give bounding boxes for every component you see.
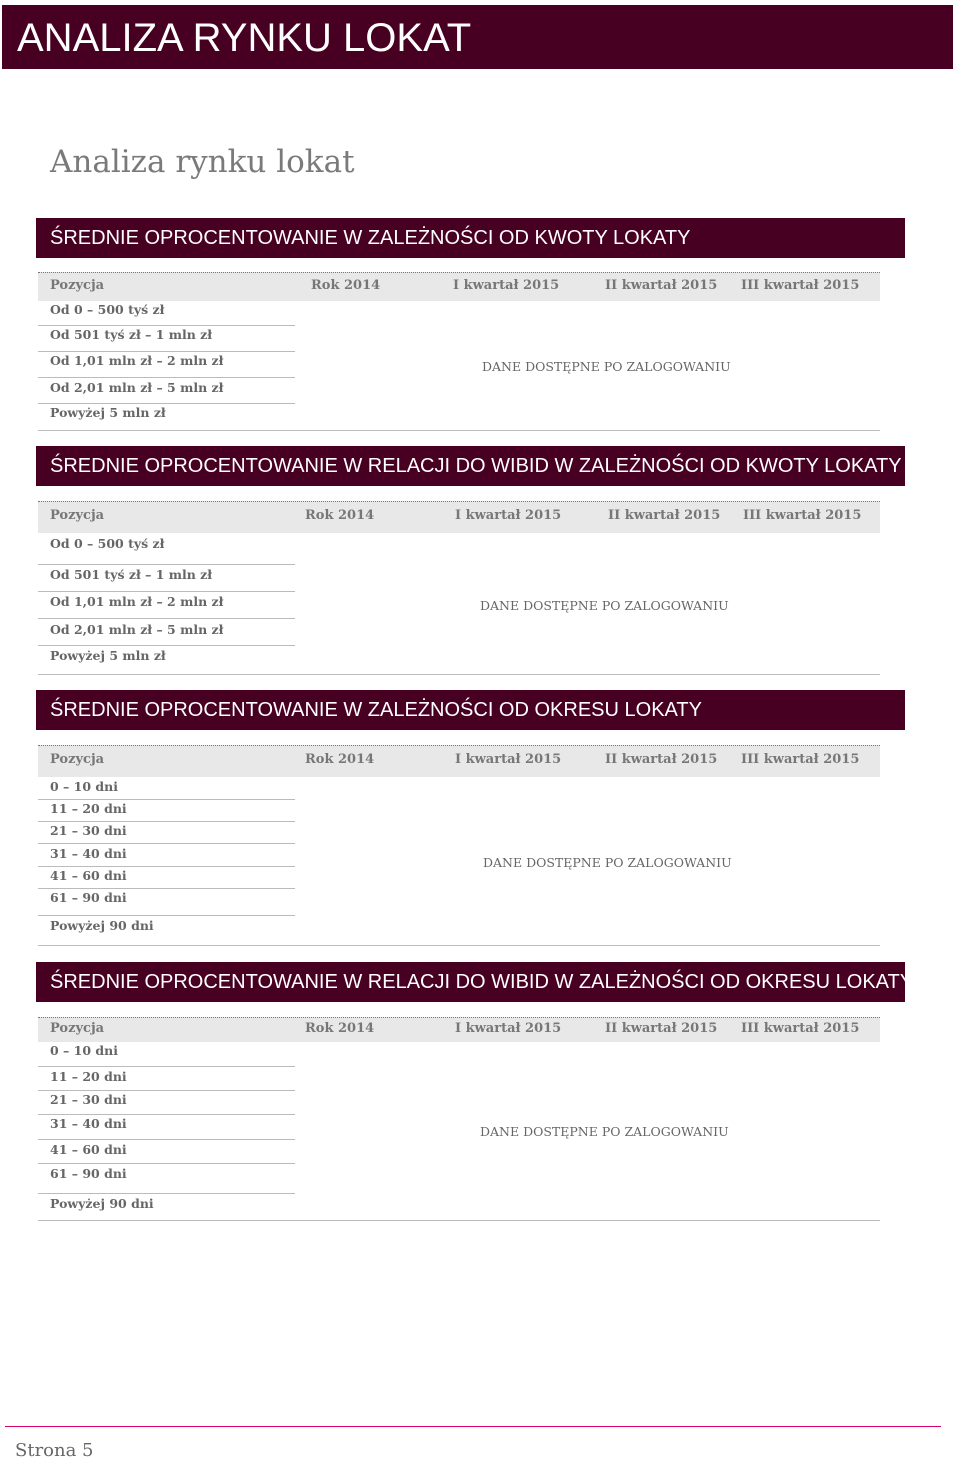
page-subtitle: Analiza rynku lokat xyxy=(50,144,355,180)
table-row-label: 31 – 40 dni xyxy=(50,846,127,861)
table-row-label: 21 – 30 dni xyxy=(50,1092,127,1107)
col-q2-2015: II kwartał 2015 xyxy=(605,1021,718,1036)
table-row-label: 31 – 40 dni xyxy=(50,1116,127,1131)
row-divider xyxy=(38,888,295,889)
col-q3-2015: III kwartał 2015 xyxy=(741,1021,860,1036)
table-row-label: 41 – 60 dni xyxy=(50,868,127,883)
row-divider xyxy=(38,1139,295,1140)
section-title: ŚREDNIE OPROCENTOWANIE W ZALEŻNOŚCI OD KWOTY LOKATY xyxy=(36,218,905,258)
top-banner xyxy=(2,5,953,69)
table-header xyxy=(38,1017,880,1042)
table-row-label: Od 1,01 mln zł – 2 mln zł xyxy=(50,594,224,609)
col-q2-2015: II kwartał 2015 xyxy=(605,278,718,293)
col-q3-2015: III kwartał 2015 xyxy=(743,508,862,523)
login-notice: DANE DOSTĘPNE PO ZALOGOWANIU xyxy=(483,855,732,870)
row-divider xyxy=(38,1193,295,1194)
row-divider xyxy=(38,843,295,844)
table-row-label: 11 – 20 dni xyxy=(50,1069,127,1084)
col-pozycja: Pozycja xyxy=(50,752,105,767)
table-header xyxy=(38,272,880,301)
login-notice: DANE DOSTĘPNE PO ZALOGOWANIU xyxy=(480,1124,729,1139)
banner-title: ANALIZA RYNKU LOKAT xyxy=(17,16,472,60)
col-rok-2014: Rok 2014 xyxy=(305,508,375,523)
table-row-label: Powyżej 90 dni xyxy=(50,1196,154,1211)
table-header xyxy=(38,501,880,533)
col-pozycja: Pozycja xyxy=(50,278,105,293)
table-row-label: Od 501 tyś zł – 1 mln zł xyxy=(50,567,213,582)
row-divider xyxy=(38,591,295,592)
table-bottom-line xyxy=(38,1220,880,1221)
page-number: Strona 5 xyxy=(15,1440,94,1461)
login-notice: DANE DOSTĘPNE PO ZALOGOWANIU xyxy=(482,359,731,374)
table-row-label: Od 0 – 500 tyś zł xyxy=(50,536,165,551)
col-q3-2015: III kwartał 2015 xyxy=(741,278,860,293)
table-bottom-line xyxy=(38,674,880,675)
table-row-label: 61 – 90 dni xyxy=(50,890,127,905)
table-row-label: Powyżej 90 dni xyxy=(50,918,154,933)
row-divider xyxy=(38,799,295,800)
table-row-label: Powyżej 5 mln zł xyxy=(50,405,166,420)
section-title: ŚREDNIE OPROCENTOWANIE W RELACJI DO WIBID W ZALEŻNOŚCI OD KWOTY LOKATY xyxy=(36,446,905,486)
col-q1-2015: I kwartał 2015 xyxy=(453,278,560,293)
col-q3-2015: III kwartał 2015 xyxy=(741,752,860,767)
col-q2-2015: II kwartał 2015 xyxy=(608,508,721,523)
row-divider xyxy=(38,1090,295,1091)
table-header xyxy=(38,745,880,777)
table-row-label: 0 – 10 dni xyxy=(50,1043,118,1058)
table-row-label: Od 1,01 mln zł – 2 mln zł xyxy=(50,353,224,368)
table-row-label: 21 – 30 dni xyxy=(50,823,127,838)
table-row-label: Powyżej 5 mln zł xyxy=(50,648,166,663)
table-row-label: Od 2,01 mln zł – 5 mln zł xyxy=(50,622,224,637)
col-q1-2015: I kwartał 2015 xyxy=(455,508,562,523)
row-divider xyxy=(38,915,295,916)
login-notice: DANE DOSTĘPNE PO ZALOGOWANIU xyxy=(480,598,729,613)
row-divider xyxy=(38,821,295,822)
row-divider xyxy=(38,866,295,867)
table-row-label: 61 – 90 dni xyxy=(50,1166,127,1181)
row-divider xyxy=(38,351,295,352)
row-divider xyxy=(38,618,295,619)
col-q1-2015: I kwartał 2015 xyxy=(455,752,562,767)
row-divider xyxy=(38,1066,295,1067)
col-q1-2015: I kwartał 2015 xyxy=(455,1021,562,1036)
row-divider xyxy=(38,325,295,326)
row-divider xyxy=(38,403,295,404)
row-divider xyxy=(38,645,295,646)
col-rok-2014: Rok 2014 xyxy=(311,278,381,293)
table-row-label: Od 501 tyś zł – 1 mln zł xyxy=(50,327,213,342)
table-row-label: Od 2,01 mln zł – 5 mln zł xyxy=(50,380,224,395)
col-q2-2015: II kwartał 2015 xyxy=(605,752,718,767)
section-title: ŚREDNIE OPROCENTOWANIE W ZALEŻNOŚCI OD OKRESU LOKATY xyxy=(36,690,905,730)
table-bottom-line xyxy=(38,430,880,431)
table-row-label: Od 0 – 500 tyś zł xyxy=(50,302,165,317)
row-divider xyxy=(38,377,295,378)
table-row-label: 41 – 60 dni xyxy=(50,1142,127,1157)
row-divider xyxy=(38,1114,295,1115)
col-pozycja: Pozycja xyxy=(50,1021,105,1036)
table-row-label: 11 – 20 dni xyxy=(50,801,127,816)
col-rok-2014: Rok 2014 xyxy=(305,752,375,767)
row-divider xyxy=(38,1163,295,1164)
table-row-label: 0 – 10 dni xyxy=(50,779,118,794)
section-title: ŚREDNIE OPROCENTOWANIE W RELACJI DO WIBID W ZALEŻNOŚCI OD OKRESU LOKATY xyxy=(36,962,905,1002)
row-divider xyxy=(38,564,295,565)
table-bottom-line xyxy=(38,945,880,946)
footer-divider xyxy=(5,1426,941,1427)
col-rok-2014: Rok 2014 xyxy=(305,1021,375,1036)
col-pozycja: Pozycja xyxy=(50,508,105,523)
